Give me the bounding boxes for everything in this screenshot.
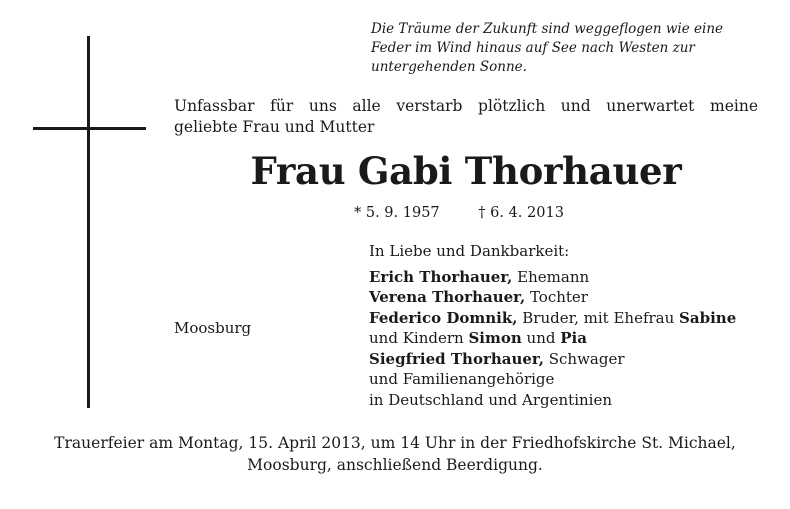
- mourner-relation: und: [521, 329, 561, 347]
- intro-line: geliebte Frau und Mutter: [174, 118, 375, 136]
- mourner-line: in Deutschland und Argentinien: [369, 390, 613, 409]
- mourner-line: und Familienangehörige: [369, 370, 555, 388]
- quote-line: Die Träume der Zukunft sind weggeflogen wie eine: [371, 21, 724, 37]
- funeral-info: [20, 432, 770, 476]
- mourner-line: [369, 328, 736, 349]
- life-dates: [354, 203, 564, 223]
- mourner-line: [369, 308, 736, 329]
- mourners-list: [369, 241, 736, 410]
- birth-date: * 5. 9. 1957: [354, 205, 440, 221]
- place-name: Moosburg: [174, 319, 252, 337]
- quote-line: Feder im Wind hinaus auf See nach Westen zur: [371, 40, 695, 56]
- mourner-relation: Tochter: [525, 288, 588, 306]
- mourner-line: [369, 287, 736, 308]
- mourner-name: Simon: [468, 329, 522, 347]
- cross-icon-vertical: [87, 36, 90, 408]
- funeral-info-line: Moosburg, anschließend Beerdigung.: [247, 456, 543, 474]
- mourner-relation: Bruder, mit Ehefrau: [517, 308, 680, 327]
- intro-text: [174, 96, 758, 138]
- mourner-line: [369, 267, 736, 288]
- mourner-line: [369, 349, 736, 370]
- mourner-relation: Ehemann: [512, 267, 590, 286]
- funeral-info-line: Trauerfeier am Montag, 15. April 2013, um 14 Uhr in der Friedhofskirche St. Michael,: [54, 434, 736, 452]
- mourner-name: Sabine: [679, 308, 737, 327]
- intro-line: Unfassbar für uns alle verstarb plötzlich und unerwartet meine: [174, 97, 758, 115]
- memorial-quote: [371, 20, 771, 77]
- death-date: † 6. 4. 2013: [478, 205, 564, 221]
- mourner-name: Erich Thorhauer,: [369, 267, 513, 286]
- mourner-name: Siegfried Thorhauer,: [369, 349, 544, 368]
- cross-icon-horizontal: [33, 127, 146, 130]
- mourner-relation: Schwager: [543, 349, 625, 368]
- mourner-name: Verena Thorhauer,: [369, 288, 526, 306]
- thanks-line: In Liebe und Dankbarkeit:: [369, 242, 570, 260]
- deceased-name: Frau Gabi Thorhauer: [250, 149, 682, 193]
- mourner-name: Pia: [560, 329, 587, 347]
- mourner-name: Federico Domnik,: [369, 308, 518, 327]
- mourner-relation: und Kindern: [369, 329, 469, 347]
- quote-line: untergehenden Sonne.: [371, 59, 527, 75]
